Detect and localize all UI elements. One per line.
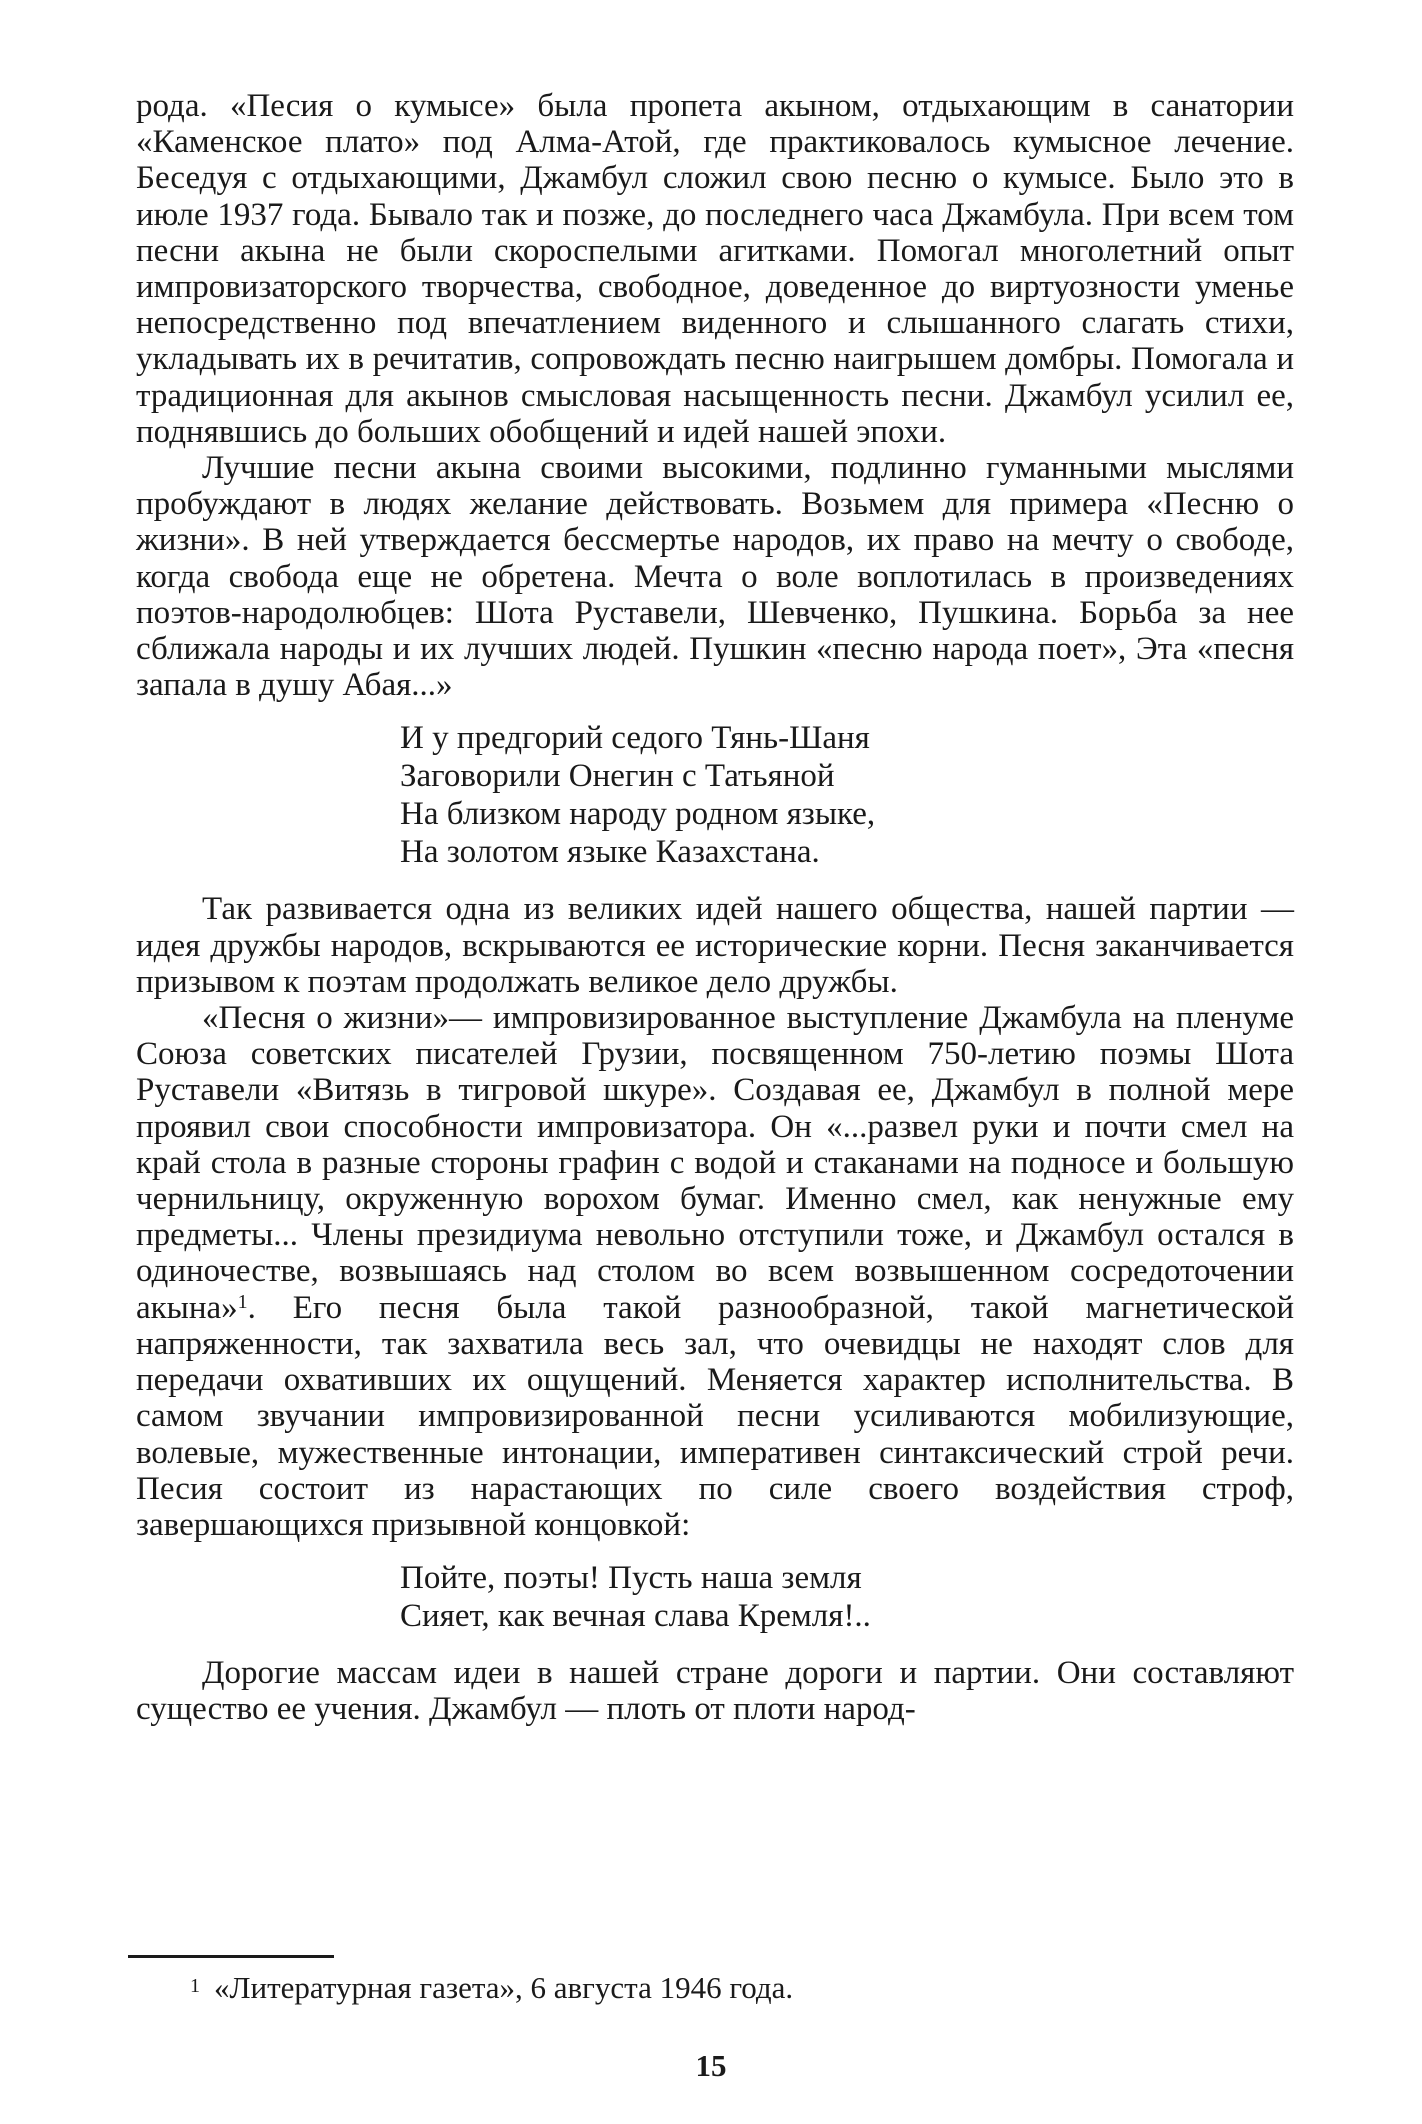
footnote: [190, 1968, 793, 2006]
paragraph-4-text-b: . Его песня была такой разнообразной, такой магнетической напряженности, так захватила весь зал, что очевидцы не находят слов для передачи охвативших их ощущений. Меняется характер исполнительства. В самом звучании импровизированной песни усиливаются мобилизующие, волевые, мужественные интонации, императивен синтаксический строй речи. Песия состоит из нарастающих по силе своего воздействия строф, завершающихся призывной концовкой:: [136, 1289, 1294, 1543]
footnote-reference: 1: [237, 1290, 248, 1313]
page-number: 15: [695, 2048, 727, 2083]
verse-line: На близком народу родном языке,: [400, 796, 876, 833]
verse-line: Заговорили Онегин с Татьяной: [400, 758, 835, 795]
paragraph-5: Дорогие массам идеи в нашей стране дороги и партии. Они составляют существо ее учения. Джамбул — плоть от плоти народ-: [136, 1655, 1294, 1728]
paragraph-4: [136, 1000, 1294, 1543]
verse-line: Пойте, поэты! Пусть наша земля: [400, 1560, 862, 1597]
footnote-text: «Литературная газета», 6 августа 1946 года.: [214, 1970, 794, 2005]
paragraph-2: Лучшие песни акына своими высокими, подлинно гуманными мыслями пробуждают в людях желание действовать. Возьмем для примера «Песню о жизни». В ней утверждается бессмертье народов, их право на мечту о свободе, когда свобода еще не обретена. Мечта о воле воплотилась в произведениях поэтов-народолюбцев: Шота Руставели, Шевченко, Пушкина. Борьба за нее сближала народы и их лучших людей. Пушкин «песню народа поет», Эта «песня запала в душу Абая...»: [136, 450, 1294, 704]
footnote-divider: [128, 1955, 334, 1958]
paragraph-4-text-a: «Песня о жизни»— импровизированное выступление Джамбула на пленуме Союза советских писателей Грузии, посвященном 750-летию поэмы Шота Руставели «Витязь в тигровой шкуре». Создавая ее, Джамбул в полной мере проявил свои способности импровизатора. Он «...развел руки и почти смел на край стола в разные стороны графин с водой и стаканами на подносе и большую чернильницу, окруженную ворохом бумаг. Именно смел, как ненужные ему предметы... Члены президиума невольно отступили тоже, и Джамбул остался в одиночестве, возвышаясь над столом во всем возвышенном сосредоточении акына»: [136, 1000, 1294, 1326]
paragraph-1: рода. «Песия о кумысе» была пропета акыном, отдыхающим в санатории «Каменское плато» под Алма-Атой, где практиковалось кумысное лечение. Беседуя с отдыхающими, Джамбул сложил свою песню о кумысе. Было это в июле 1937 года. Бывало так и позже, до последнего часа Джамбула. При всем том песни акына не были скороспелыми агитками. Помогал многолетний опыт импровизаторского творчества, свободное, доведенное до виртуозности уменье непосредственно под впечатлением виденного и слышанного слагать стихи, укладывать их в речитатив, сопровождать песню наигрышем домбры. Помогала и традиционная для акынов смысловая насыщенность песни. Джамбул усилил ее, поднявшись до больших обобщений и идей нашей эпохи.: [136, 88, 1294, 450]
footnote-mark: 1: [190, 1975, 200, 1997]
verse-quote-1: [136, 719, 1294, 871]
verse-line: Сияет, как вечная слава Кремля!..: [400, 1598, 871, 1635]
verse-quote-2: [136, 1559, 1294, 1635]
verse-line: На золотом языке Казахстана.: [400, 834, 820, 871]
paragraph-3: Так развивается одна из великих идей нашего общества, нашей партии — идея дружбы народов, вскрываются ее исторические корни. Песня заканчивается призывом к поэтам продолжать великое дело дружбы.: [136, 891, 1294, 1000]
verse-line: И у предгорий седого Тянь-Шаня: [400, 720, 870, 757]
